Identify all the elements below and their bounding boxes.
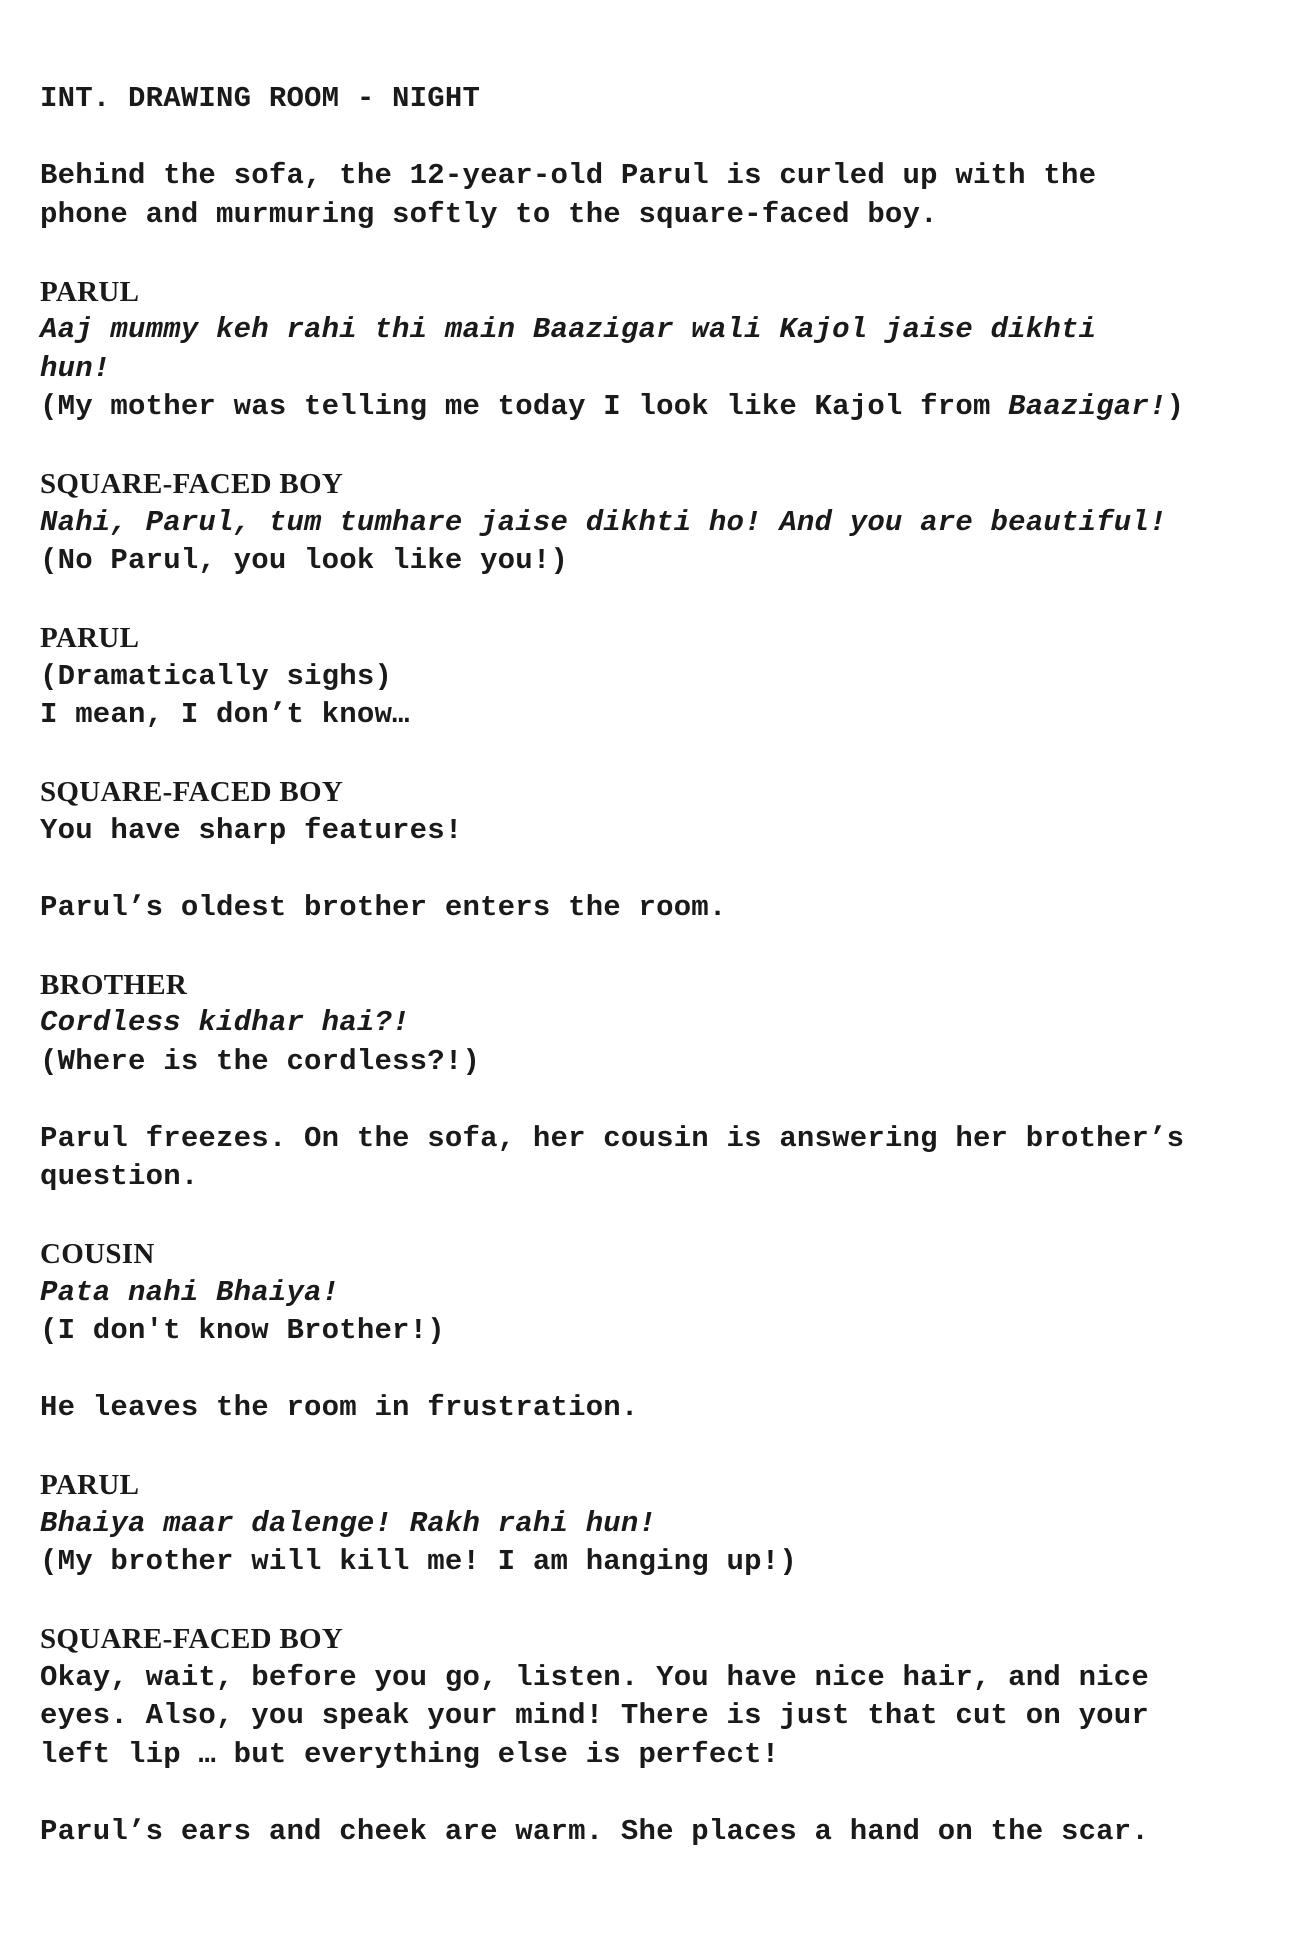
action-block	[40, 1120, 1260, 1197]
spacer	[40, 234, 1260, 273]
dialogue-line: Pata nahi Bhaiya!	[40, 1275, 340, 1309]
translation-line: (Where is the cordless?!)	[40, 1044, 481, 1078]
dialogue-block-brother	[40, 966, 1260, 1082]
spacer	[40, 850, 1260, 889]
translation-text: (My mother was telling me today I look like Kajol from	[40, 390, 1009, 423]
spacer	[40, 927, 1260, 966]
action-line: Behind the sofa, the 12-year-old Parul is curled up with the	[40, 159, 1097, 192]
translation-line: (I don't know Brother!)	[40, 1314, 445, 1347]
screenplay-page	[40, 80, 1260, 1851]
action-line: question.	[40, 1160, 199, 1193]
character-name: SQUARE-FACED BOY	[40, 1623, 344, 1655]
dialogue-line: Bhaiya maar dalenge! Rakh rahi hun!	[40, 1506, 657, 1540]
spacer	[40, 1351, 1260, 1390]
spacer	[40, 119, 1260, 158]
dialogue-line: Aaj mummy keh rahi thi main Baazigar wali Kajol jaise dikhti	[40, 313, 1097, 346]
action-line: Parul’s oldest brother enters the room.	[40, 890, 727, 924]
action-block	[40, 157, 1260, 234]
action-line: He leaves the room in frustration.	[40, 1391, 639, 1424]
parenthetical: (Dramatically sighs)	[40, 659, 393, 693]
spacer	[40, 1582, 1260, 1621]
dialogue-line: You have sharp features!	[40, 813, 463, 847]
dialogue-block-parul	[40, 273, 1260, 427]
dialogue-block-boy	[40, 1620, 1260, 1774]
character-name: COUSIN	[40, 1238, 155, 1270]
translation-italic-text: Baazigar!	[1008, 390, 1167, 423]
character-name: PARUL	[40, 622, 140, 654]
character-name: SQUARE-FACED BOY	[40, 776, 344, 808]
action-line: Parul’s ears and cheek are warm. She places a hand on the scar.	[40, 1814, 1149, 1848]
spacer	[40, 1774, 1260, 1813]
dialogue-block-boy	[40, 465, 1260, 581]
spacer	[40, 581, 1260, 620]
character-name: BROTHER	[40, 968, 188, 1001]
spacer	[40, 1081, 1260, 1120]
translation-line: (No Parul, you look like you!)	[40, 544, 569, 577]
dialogue-line: Cordless kidhar hai?!	[40, 1006, 410, 1039]
dialogue-line: I mean, I don’t know…	[40, 698, 410, 731]
spacer	[40, 1428, 1260, 1467]
dialogue-block-boy	[40, 773, 1260, 850]
spacer	[40, 1197, 1260, 1236]
character-name: SQUARE-FACED BOY	[40, 468, 344, 500]
dialogue-block-cousin	[40, 1235, 1260, 1351]
dialogue-block-parul	[40, 619, 1260, 735]
scene-heading: INT. DRAWING ROOM - NIGHT	[40, 82, 481, 115]
translation-text: )	[1166, 390, 1185, 423]
character-name: PARUL	[40, 275, 140, 308]
action-line: Parul freezes. On the sofa, her cousin is answering her brother’s	[40, 1121, 1185, 1155]
dialogue-line: eyes. Also, you speak your mind! There is just that cut on your	[40, 1699, 1149, 1732]
translation-line: (My brother will kill me! I am hanging up!)	[40, 1545, 797, 1578]
dialogue-line: Nahi, Parul, tum tumhare jaise dikhti ho! And you are beautiful!	[40, 505, 1167, 539]
dialogue-line: Okay, wait, before you go, listen. You have nice hair, and nice	[40, 1660, 1149, 1694]
character-name: PARUL	[40, 1469, 140, 1501]
dialogue-line: hun!	[40, 351, 111, 385]
translation-line	[40, 388, 1260, 427]
dialogue-block-parul	[40, 1466, 1260, 1582]
spacer	[40, 735, 1260, 774]
spacer	[40, 427, 1260, 466]
dialogue-line: left lip … but everything else is perfect!	[40, 1737, 780, 1771]
action-line: phone and murmuring softly to the square-faced boy.	[40, 197, 938, 231]
